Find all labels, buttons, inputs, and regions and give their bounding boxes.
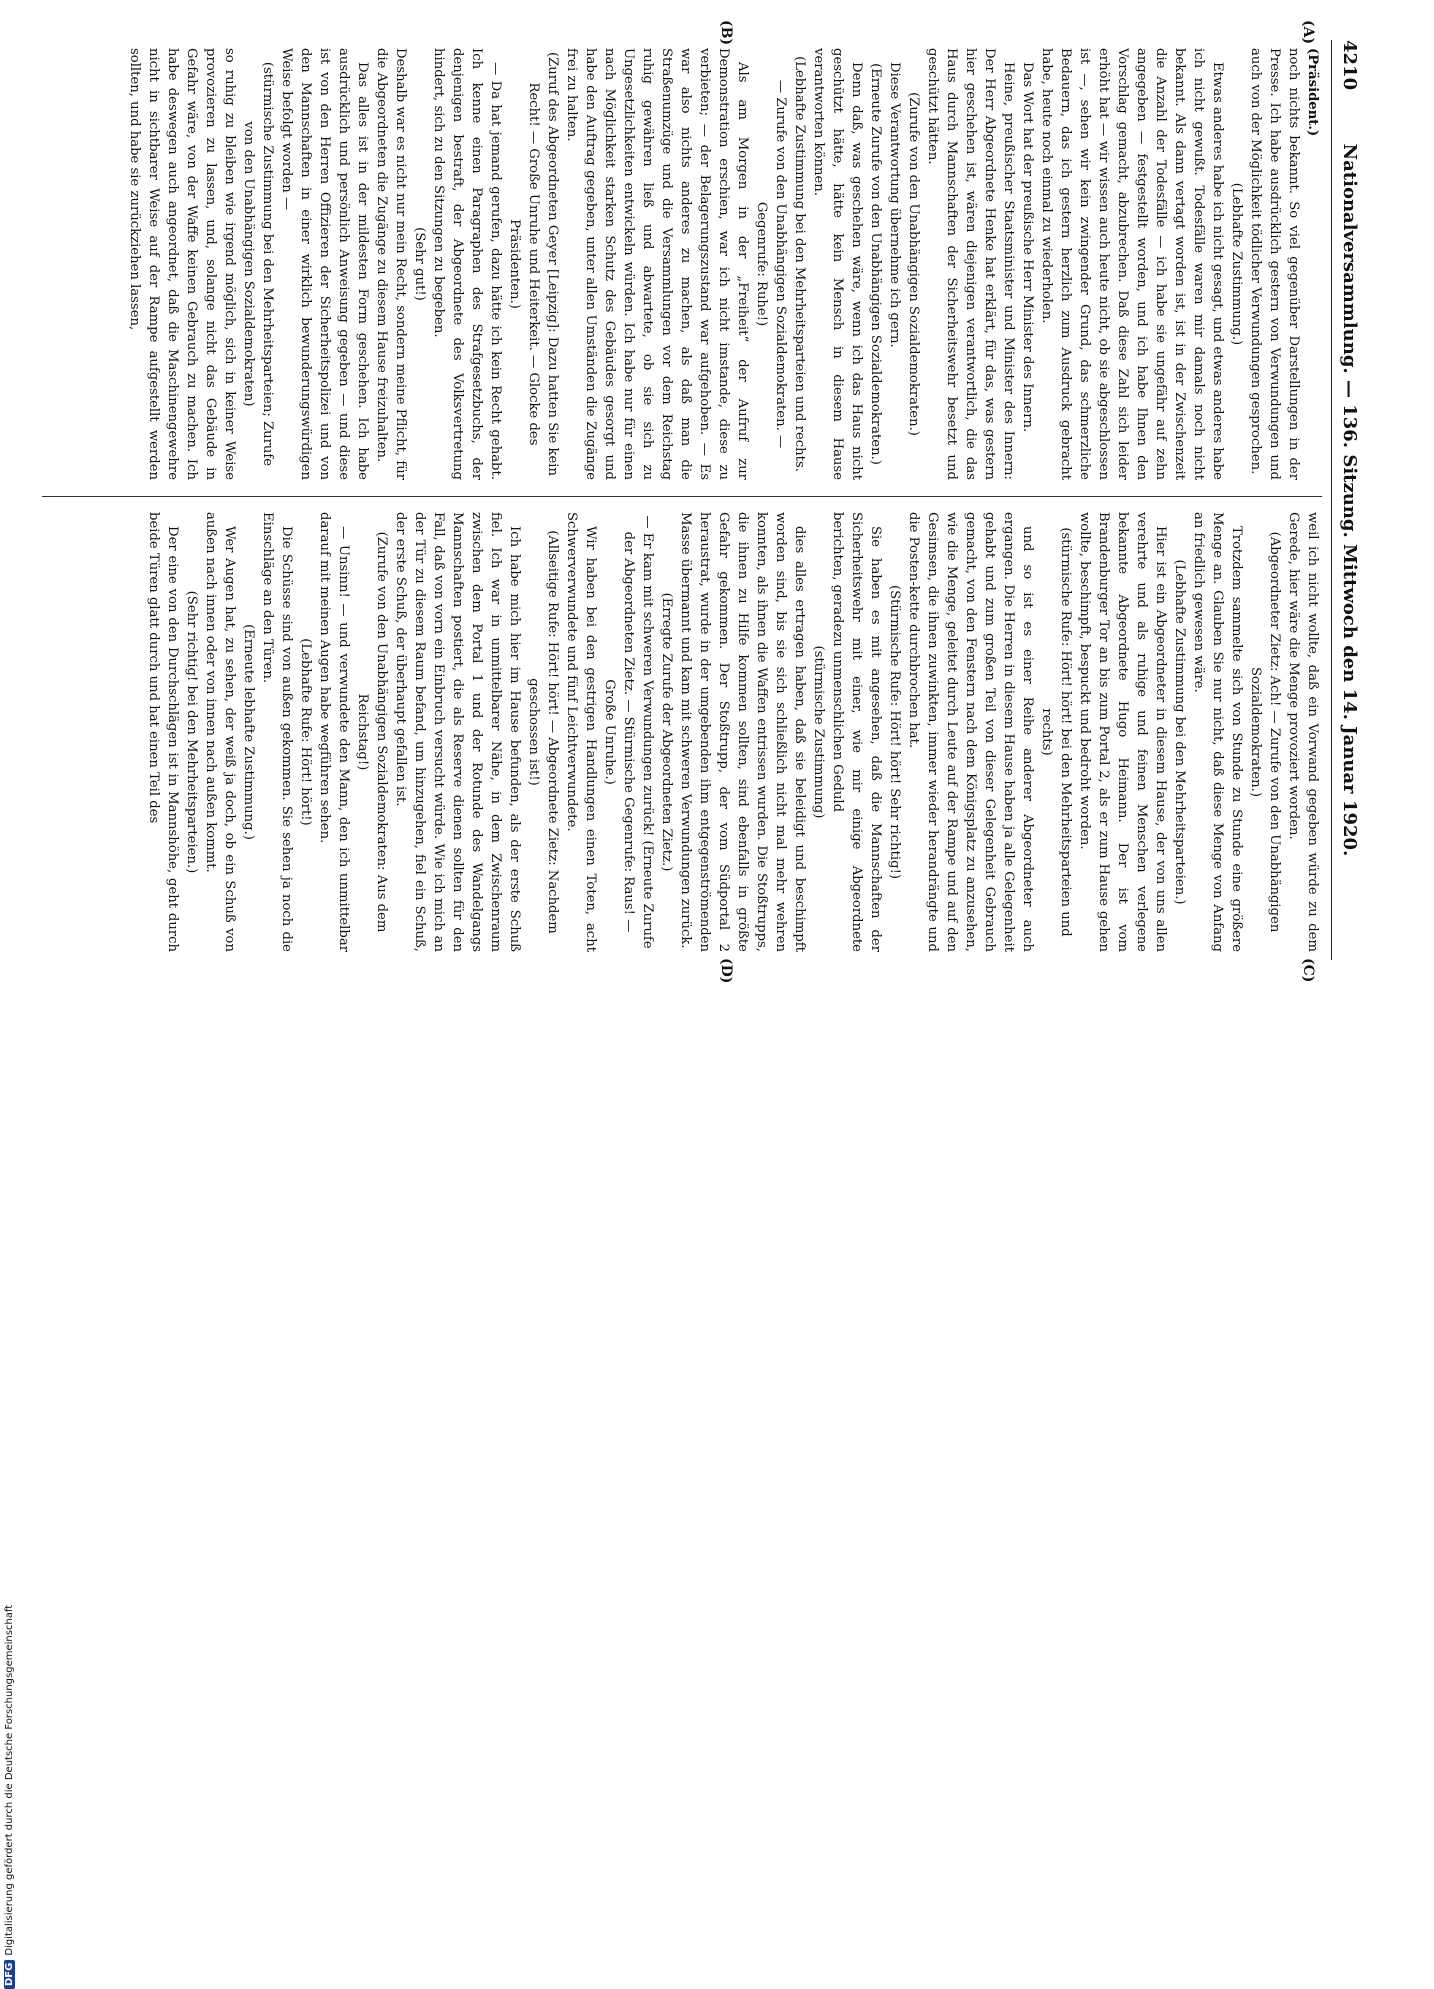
- paragraph: (Zurufe von den Unabhängigen Sozialdemokraten: Aus dem Reichstag!): [355, 531, 389, 933]
- paragraph: — Er kam mit schweren Verwundungen zurück! (Erneute Zurufe der Abgeordneten Zietz. — Stürmische Gegenrufe: Raus! — Große Unruhe.): [602, 515, 655, 949]
- paragraph: (stürmische Rufe: Hört! hört! bei den Mehrheitsparteien und rechts): [1039, 527, 1073, 937]
- paragraph: Etwas anderes habe ich nicht gesagt, und etwas anderes habe ich nicht gewußt. Todesfälle waren mir damals noch nicht bekannt. Als dann vertagt worden ist, ist in der Zwischenzeit die Anzahl der Todesfälle — ich habe sie ungefähr auf zehn angegeben — festgestellt worden, und ich habe Ihnen den Vorschlag gemacht, abzubrechen. Daß diese Zahl sich leider erhöht hat — wir wissen auch heute nicht, ob sie abgeschlossen ist —, sehen wir kein zwingender Grund, das schmerzliche Bedauern, das ich gestern herzlich zum Ausdruck gebracht habe, heute noch einmal zu wiederholen.: [1039, 48, 1225, 480]
- paragraph: (Stürmische Rufe: Hört! hört! Sehr richtig!): [887, 584, 902, 880]
- paragraph: Hier ist ein Abgeordneter in diesem Hause, der von uns allen verehrte und als ruhige und feinen Menschen verlegene bekannte Abgeordnete Hugo Heimann. Der ist vom Brandenburger Tor an bis zum Portal 2, als er zum Hause gehen wollte, beschimpft, bespuckt und bedroht worden.: [1077, 512, 1168, 952]
- paragraph: Ich habe mich hier im Hause befunden, als der erste Schuß fiel. Ich war in unmittelbarer Nähe, in dem Zwischenraum zwischen dem Portal 1 und der Rotunde des Wandelgangs Mannschaften postiert, die als Reserve dienen sollten für den Fall, daß von vorn ein Einbruch versucht würde. Wie ich mich an der Tür zu diesem Raum befand, um hinzugehen, fiel ein Schuß, der erste Schuß, der überhaupt gefallen ist.: [393, 512, 522, 952]
- paragraph: Diese Verantwortung übernehme ich gern.: [887, 62, 902, 348]
- paragraph: (Sehr richtig! bei den Mehrheitsparteien.): [184, 590, 199, 874]
- paragraph: Sie haben es mit angesehen, daß die Mannschaften der Sicherheitswehr mit einer, wie mir einige Abgeordnete berichten, geradezu unmenschlichen Geduld: [830, 512, 883, 952]
- paragraph: (Erneute Zurufe von den Unabhängigen Sozialdemokraten.): [868, 63, 883, 465]
- paragraph: Das Wort hat der preußische Herr Minister des Innern.: [1020, 62, 1035, 433]
- right-column: [42, 512, 1322, 952]
- page-header: [1331, 40, 1366, 960]
- paragraph: Deshalb war es nicht nur mein Recht, sondern meine Pflicht, für die Abgeordneten die Zugänge zu diesem Hause freizuhalten.: [374, 48, 408, 480]
- paragraph: noch nichts bekannt. So viel gegenüber Darstellungen in der Presse. Ich habe ausdrücklich gestern von Verwundungen und auch von der Möglichkeit tödlicher Verwundungen gesprochen.: [1248, 48, 1301, 480]
- paragraph: und so ist es einer Reihe anderer Abgeordneter auch ergangen. Die Herren in diesem Hause haben ja alle Gelegenheit gehabt und zum großen Teil von dieser Gelegenheit Gebrauch gemacht, von den Fenstern nach dem Königsplatz zu anzusehen, wie die Menge, geleitet durch Leute auf der Rampe und auf den Gesimsen, die ihnen zuwinkten, immer wieder herandrängte und die Posten-kette durchbrochen hat.: [906, 512, 1035, 952]
- paragraph: (Erregte Zurufe der Abgeordneten Zietz.): [659, 592, 674, 872]
- paragraph: weil ich nicht wollte, daß ein Vorwand gegeben würde zu dem Gerede, hier wäre die Menge provoziert worden.: [1286, 512, 1320, 952]
- paragraph: Wir haben bei den gestrigen Handlungen einen Toten, acht Schwerverwundete und fünf Leichtverwundete.: [564, 512, 598, 952]
- page-title: Nationalversammlung. — 136. Sitzung. Mittwoch den 14. Januar 1920.: [1339, 143, 1360, 857]
- credit-text: Digitalisierung gefördert durch die Deutsche Forschungsgemeinschaft: [4, 1604, 15, 1956]
- page-number: 4210: [1339, 40, 1360, 91]
- paragraph: Heine, preußischer Staatsminister und Minister des Innern: Der Herr Abgeordnete Henke hat erklärt, für das, was gestern hier geschehen ist, wären diejenigen verantwortlich, die das Haus durch Mannschaften der Sicherheitswehr besetzt und geschützt hätten.: [925, 48, 1016, 480]
- margin-mark-a: (A): [1300, 20, 1316, 45]
- paragraph: (Allseitige Rufe: Hört! hört! — Abgeordnete Zietz: Nachdem geschossen ist!): [526, 530, 560, 934]
- paragraph: Die Schüsse sind von außen gekommen. Sie sehen ja noch die Einschläge an den Türen.: [260, 512, 294, 952]
- paragraph: (Präsident.): [1305, 48, 1320, 137]
- paragraph: (Lebhafte Rufe: Hört! hört!): [298, 638, 313, 826]
- paragraph: Der eine von den Durchschlägen ist in Mannshöhe, geht durch beide Türen glatt durch und hat einen Teil des: [146, 512, 180, 952]
- digitization-credit: [0, 0, 22, 1986]
- column-divider: [42, 496, 1322, 497]
- margin-mark-d: (D): [718, 958, 734, 984]
- paragraph: dies alles ertragen haben, daß sie beleidigt und beschimpft worden sind, bis sie sich schließlich nicht mal mehr wehren konnten, als ihnen die Waffen entrissen wurden. Die Stoßtrupps, die ihnen zu Hilfe kommen sollten, sind ebenfalls in größte Gefahr gekommen. Der Stoßtrupp, der vom Südportal 2 heraustrat, wurde in der umgebenden ihm entgegenströmenden Masse übermannt und kam mit schweren Verwundungen zurück.: [678, 512, 807, 952]
- paragraph: Denn daß, was geschehen wäre, wenn ich das Haus nicht geschützt hätte, hätte kein Mensch in diesem Hause verantworten können.: [811, 48, 864, 480]
- paragraph: (Lebhafte Zustimmung bei den Mehrheitsparteien.): [1172, 559, 1187, 905]
- paragraph: Trotzdem sammelte sich von Stunde zu Stunde eine größere Menge an. Glauben Sie nur nicht, daß diese Menge von Anfang an friedlich gewesen wäre.: [1191, 512, 1244, 952]
- paragraph: (Sehr gut!): [412, 227, 427, 301]
- paragraph: (stürmische Zustimmung): [811, 645, 826, 819]
- paragraph: — Da hat jemand gerufen, dazu hätte ich kein Recht gehabt. Ich kenne einen Paragraphen des Strafgesetzbuchs, der denjenigen bestraft, der Abgeordnete des Volksvertretung hindert, sich zu den Sitzungen zu begeben.: [431, 48, 503, 480]
- paragraph: (Zuruf des Abgeordneten Geyer [Leipzig]: Dazu hatten Sie kein Recht! — Große Unruhe und Heiterkeit. — Glocke des Präsidenten.): [507, 52, 560, 476]
- paragraph: (stürmische Zustimmung bei den Mehrheitsparteien; Zurufe von den Unabhängigen Sozialdemokraten): [241, 61, 275, 467]
- margin-mark-c: (C): [1300, 958, 1316, 983]
- paragraph: (Lebhafte Zustimmung.): [1229, 182, 1244, 346]
- dfg-logo: DFG: [4, 1960, 15, 1989]
- paragraph: (Lebhafte Zustimmung bei den Mehrheitsparteien und rechts. — Zurufe von den Unabhängigen Sozialdemokraten. — Gegenrufe: Ruhe!): [754, 56, 807, 472]
- paragraph: Wer Augen hat, zu sehen, der weiß ja doch, ob ein Schuß von außen nach innen oder von innen nach außen kommt.: [203, 512, 237, 952]
- paragraph: Als am Morgen in der „Freiheit“ der Aufruf zur Demonstration erschien, war ich nicht imstande, diese zu verbieten; — der Belagerungszustand war aufgehoben. — Es war also nichts anderes zu machen, als daß man die Straßenumzüge und die Versammlungen vor dem Reichstag ruhig gewähren ließ und abwartete, ob sie sich zu Ungesetzlichkeiten entwickeln würden. Ich habe nur für einen nach Möglichkeit starken Schutz des Gebäudes gesorgt und habe den Auftrag gegeben, unter allen Umständen die Zugänge frei zu halten.: [564, 48, 750, 480]
- paragraph: Das alles ist in der mildesten Form geschehen. Ich habe ausdrücklich und persönlich Anweisung gegeben — und diese ist von den Herren Offizieren der Sicherheitspolizei und von den Mannschaften in einer wirklich bewunderungswürdigen Weise befolgt worden —: [279, 48, 370, 480]
- paragraph: so ruhig zu bleiben wie irgend möglich, sich in keiner Weise provozieren zu lassen, und, solange nicht das Gebäude in Gefahr wäre, von der Waffe keinen Gebrauch zu machen. Ich habe deswegen auch angeordnet, daß die Maschinengewehre nicht in sichtbarer Weise auf der Rampe aufgestellt werden sollten, und habe sie zurückziehen lassen,: [127, 48, 237, 480]
- paragraph: (Abgeordneter Zietz: Ach! — Zurufe von den Unabhängigen Sozialdemokraten.): [1248, 531, 1282, 933]
- paragraph: (Erneute lebhafte Zustimmung.): [241, 624, 256, 840]
- paragraph: — Unsinn! — und verwundete den Mann, den ich unmittelbar darauf mit meinen Augen habe wegführen sehen.: [317, 512, 351, 952]
- margin-mark-b: (B): [718, 20, 734, 46]
- paragraph: (Zurufe von den Unabhängigen Sozialdemokraten.): [906, 92, 921, 436]
- left-column: [42, 48, 1322, 480]
